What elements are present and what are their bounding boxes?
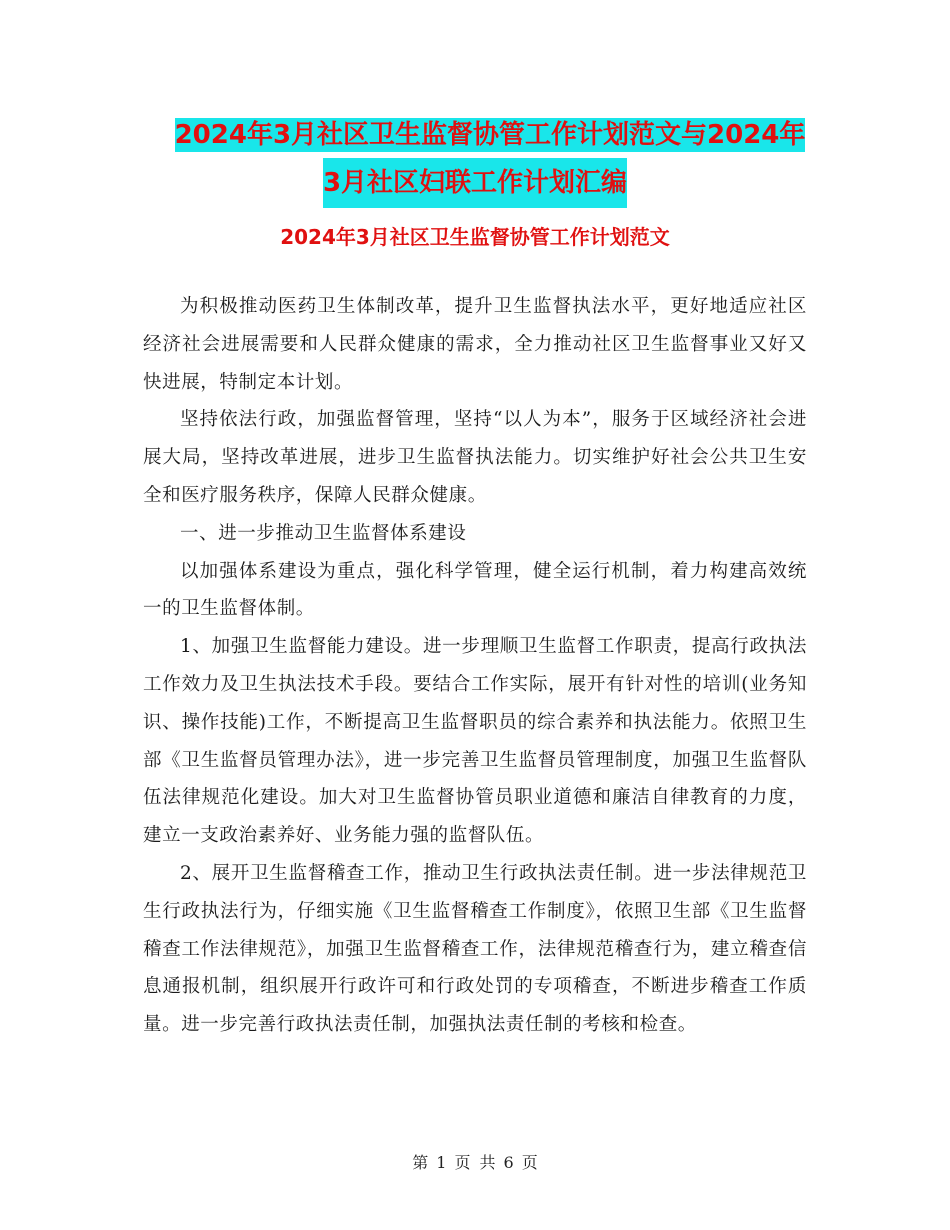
page-footer xyxy=(0,1150,950,1173)
paragraph: 1、加强卫生监督能力建设。进一步理顺卫生监督工作职责，提高行政执法工作效力及卫生执法技术手段。要结合工作实际，展开有针对性的培训(业务知识、操作技能)工作，不断提高卫生监督职员的综合素养和执法能力。依照卫生部《卫生监督员管理办法》，进一步完善卫生监督员管理制度，加强卫生监督队伍法律规范化建设。加大对卫生监督协管员职业道德和廉洁自律教育的力度，建立一支政治素养好、业务能力强的监督队伍。 xyxy=(143,636,807,847)
paragraph: 为积极推动医药卫生体制改革，提升卫生监督执法水平，更好地适应社区经济社会进展需要和人民群众健康的需求，全力推动社区卫生监督事业又好又快进展，特制定本计划。 xyxy=(143,296,807,393)
paragraph: 2、展开卫生监督稽查工作，推动卫生行政执法责任制。进一步法律规范卫生行政执法行为，仔细实施《卫生监督稽查工作制度》，依照卫生部《卫生监督稽查工作法律规范》，加强卫生监督稽查工作，法律规范稽查行为，建立稽查信息通报机制，组织展开行政许可和行政处罚的专项稽查，不断进步稽查工作质量。进一步完善行政执法责任制，加强执法责任制的考核和检查。 xyxy=(143,862,807,1036)
section-title: 2024年3月社区卫生监督协管工作计划范文 xyxy=(280,225,670,249)
paragraph-heading: 一、进一步推动卫生监督体系建设 xyxy=(180,522,467,544)
title-line-2: 3月社区妇联工作计划汇编 xyxy=(323,158,627,208)
footer-prefix: 第 xyxy=(412,1153,429,1172)
paragraph: 以加强体系建设为重点，强化科学管理，健全运行机制，着力构建高效统一的卫生监督体制。 xyxy=(143,560,807,620)
document-body xyxy=(143,288,807,1044)
footer-mid: 页 共 xyxy=(454,1153,496,1172)
footer-suffix: 页 xyxy=(521,1153,538,1172)
title-line-1: 2024年3月社区卫生监督协管工作计划范文与2024年 xyxy=(174,120,806,150)
footer-total-pages: 6 xyxy=(503,1153,514,1172)
footer-page-number: 1 xyxy=(436,1153,447,1172)
paragraph: 坚持依法行政，加强监督管理，坚持“以人为本”，服务于区域经济社会进展大局，坚持改革进展，进步卫生监督执法能力。切实维护好社会公共卫生安全和医疗服务秩序，保障人民群众健康。 xyxy=(143,409,807,506)
document-title xyxy=(140,112,840,208)
